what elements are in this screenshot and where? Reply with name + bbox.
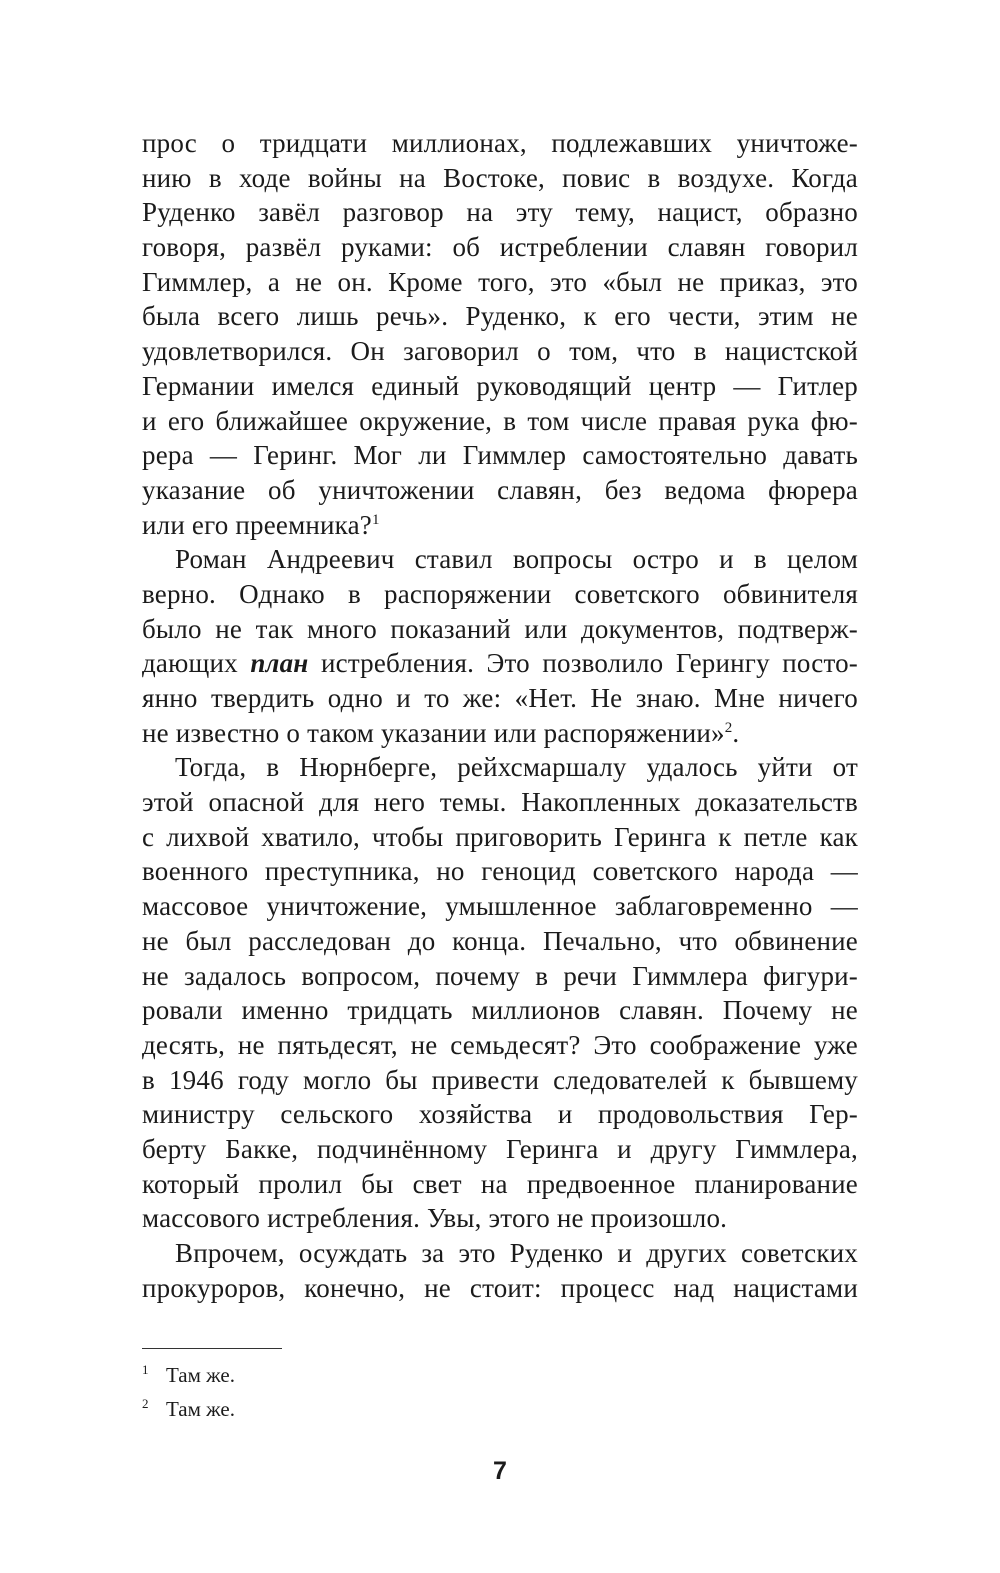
- footnote-text: Там же.: [166, 1397, 235, 1421]
- text-line: Германии имелся единый руководящий центр — Гитлер: [142, 370, 858, 401]
- text-span: дающих: [142, 648, 251, 679]
- footnotes: [142, 1358, 858, 1426]
- text-line: говоря, развёл руками: об истреблении славян говорил: [142, 232, 858, 263]
- text-line: Тогда, в Нюрнберге, рейхсмаршалу удалось уйти от: [175, 752, 858, 783]
- text-line: этой опасной для него темы. Накопленных доказательств: [142, 787, 858, 818]
- text-line: нию в ходе войны на Востоке, повис в воздухе. Когда: [142, 162, 858, 193]
- footnote-ref: 2: [724, 719, 733, 736]
- footnote: 2 Там же.: [142, 1396, 235, 1421]
- text-line: Впрочем, осуждать за это Руденко и других советских: [175, 1238, 858, 1268]
- text-line: не задалось вопросом, почему в речи Гиммлера фигури-: [142, 960, 858, 991]
- text-line: в 1946 году могло бы привести следователей к бывшему: [142, 1064, 858, 1095]
- text-span: истребления. Это позволило Герингу посто-: [308, 648, 858, 679]
- text-line: с лихвой хватило, чтобы приговорить Геринга к петле как: [142, 821, 858, 852]
- text-line: и его ближайшее окружение, в том числе правая рука фю-: [142, 405, 858, 436]
- text-line: Руденко завёл разговор на эту тему, нацист, образно: [142, 197, 858, 228]
- page-number: 7: [493, 1457, 507, 1485]
- text-line: прокуроров, конечно, не стоит: процесс над нацистами: [142, 1272, 858, 1303]
- text-line: который пролил бы свет на предвоенное планирование: [142, 1168, 858, 1199]
- footnote-text: Там же.: [166, 1363, 235, 1387]
- text-line: ровали именно тридцать миллионов славян. Почему не: [142, 995, 858, 1026]
- footnote-ref: 1: [371, 511, 380, 528]
- text-line: военного преступника, но геноцид советского народа —: [142, 856, 858, 887]
- text-line: верно. Однако в распоряжении советского обвинителя: [142, 578, 858, 609]
- text-line: [142, 646, 858, 681]
- emphasis-word: план: [250, 648, 309, 679]
- text-line: [142, 716, 858, 751]
- text-line: массовое уничтожение, умышленное заблаговременно —: [142, 891, 858, 922]
- text-span: не известно о таком указании или распоряжении»: [142, 717, 725, 748]
- text-line: берту Бакке, подчинённому Геринга и другу Гиммлера,: [142, 1133, 858, 1164]
- text-span: .: [732, 717, 740, 748]
- text-line: рера — Геринг. Мог ли Гиммлер самостоятельно давать: [142, 440, 858, 471]
- text-line: удовлетворился. Он заговорил о том, что в нацистской: [142, 336, 858, 367]
- text-line: массового истребления. Увы, этого не произошло.: [142, 1203, 728, 1234]
- text-line: была всего лишь речь». Руденко, к его чести, этим не: [142, 301, 858, 332]
- text-line: прос о тридцати миллионах, подлежавших уничтоже-: [142, 128, 858, 158]
- footnote-divider: [142, 1348, 282, 1349]
- text-line: [142, 508, 858, 543]
- text-line: не был расследован до конца. Печально, что обвинение: [142, 925, 858, 956]
- text-line: Роман Андреевич ставил вопросы остро и в целом: [175, 544, 858, 575]
- text-span: или его преемника?: [142, 509, 372, 540]
- footnote: 1 Там же.: [142, 1362, 235, 1387]
- text-line: указание об уничтожении славян, без ведома фюрера: [142, 474, 858, 505]
- text-line: Гиммлер, а не он. Кроме того, это «был не приказ, это: [142, 266, 858, 297]
- main-text: [142, 126, 858, 1305]
- text-line: янно твердить одно и то же: «Нет. Не знаю. Мне ничего: [142, 683, 858, 713]
- text-line: было не так много показаний или документов, подтверж-: [142, 613, 858, 644]
- text-line: десять, не пятьдесят, не семьдесят? Это соображение уже: [142, 1029, 858, 1060]
- text-line: министру сельского хозяйства и продовольствия Гер-: [142, 1099, 858, 1130]
